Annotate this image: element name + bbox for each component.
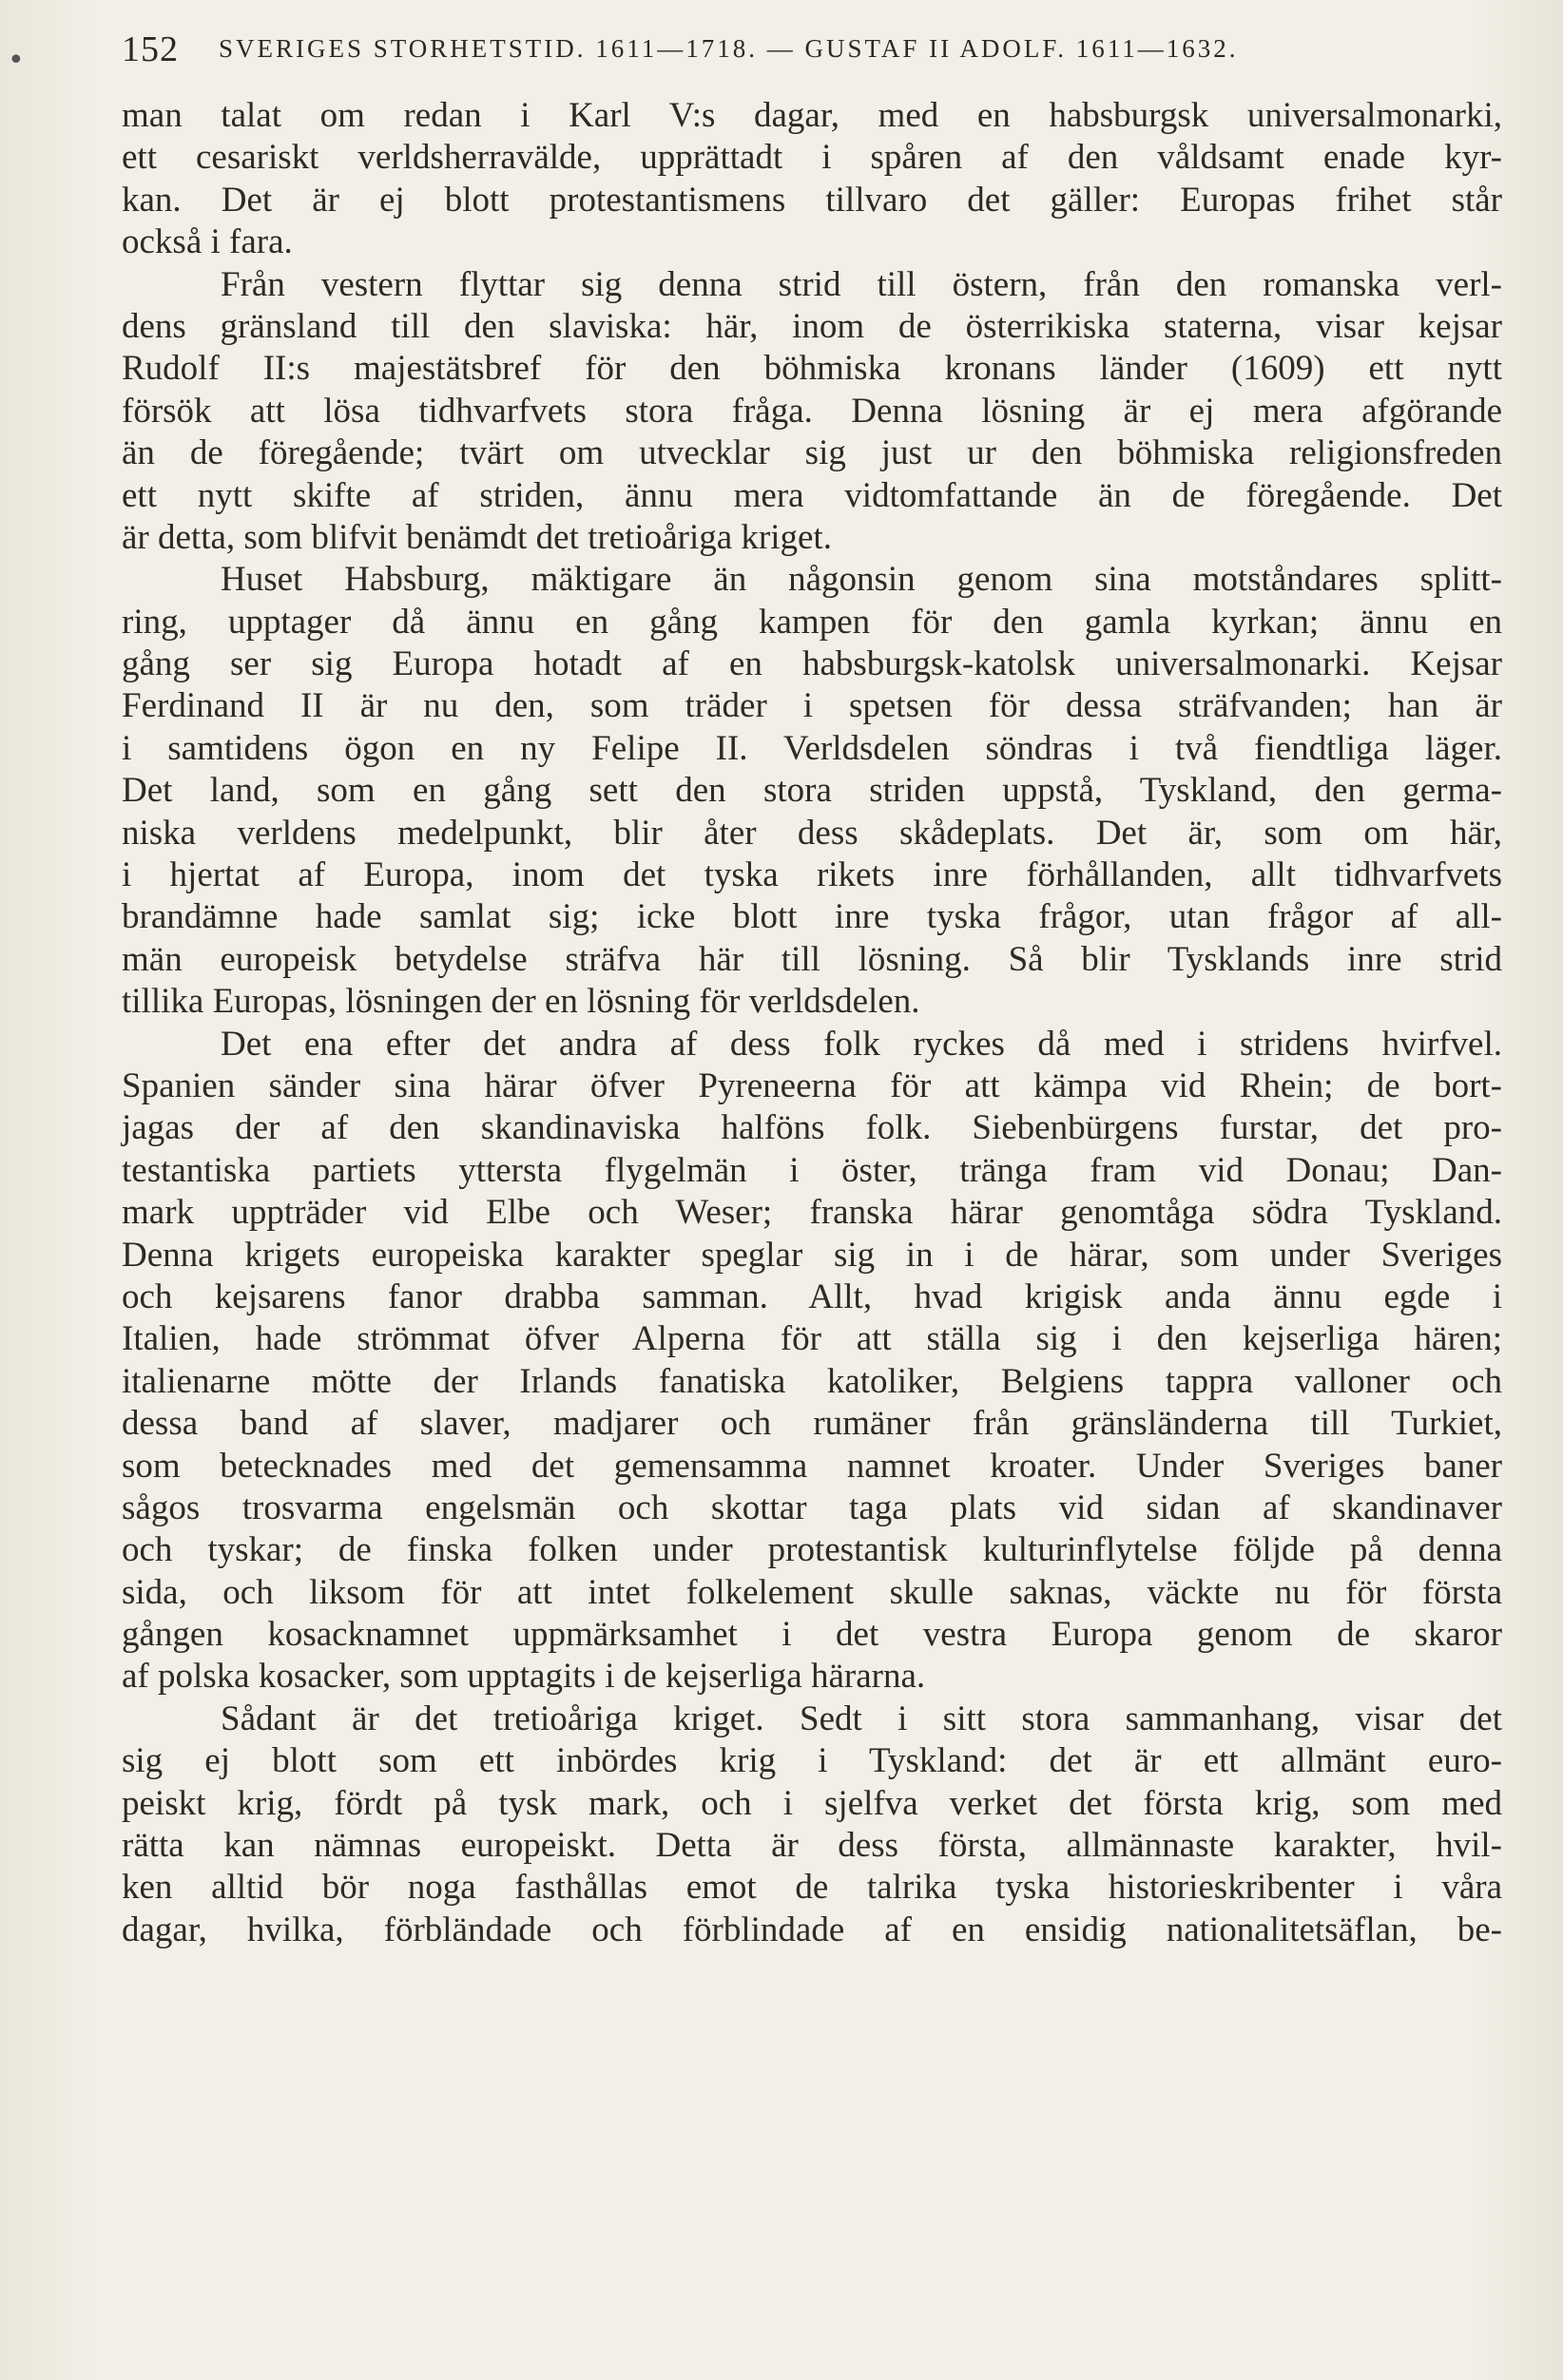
text-line: ett cesariskt verldsherravälde, upprättadt i spåren af den våldsamt enade kyr- — [122, 138, 1502, 178]
text-line: Spanien sänder sina härar öfver Pyreneerna för att kämpa vid Rhein; de bort- — [122, 1065, 1502, 1105]
text-line: testantiska partiets yttersta flygelmän i öster, tränga fram vid Donau; Dan- — [122, 1150, 1502, 1190]
text-line: Det ena efter det andra af dess folk ryckes då med i stridens hvirfvel. — [221, 1024, 1502, 1064]
text-line: peiskt krig, fördt på tysk mark, och i sjelfva verket det första krig, som med — [122, 1783, 1502, 1823]
text-line: niska verldens medelpunkt, blir åter dess skådeplats. Det är, som om här, — [122, 813, 1502, 853]
text-line: sida, och liksom för att intet folkelement skulle saknas, väckte nu för första — [122, 1572, 1502, 1612]
text-line: och tyskar; de finska folken under protestantisk kulturinflytelse följde på denna — [122, 1530, 1502, 1570]
text-line: som betecknades med det gemensamma namnet kroater. Under Sveriges baner — [122, 1446, 1502, 1486]
text-line: ken alltid bör noga fasthållas emot de talrika tyska historieskribenter i våra — [122, 1868, 1502, 1908]
text-line: Ferdinand II är nu den, som träder i spetsen för dessa sträfvanden; han är — [122, 686, 1502, 726]
text-line: dagar, hvilka, förbländade och förblindade af en ensidig nationalitetsäflan, be- — [122, 1910, 1502, 1949]
text-line: mark uppträder vid Elbe och Weser; franska härar genomtåga södra Tyskland. — [122, 1193, 1502, 1233]
page-header — [122, 29, 1491, 76]
text-line: Huset Habsburg, mäktigare än någonsin genom sina motståndares splitt- — [221, 560, 1502, 600]
text-line: är detta, som blifvit benämdt det tretioåriga kriget. — [122, 517, 832, 557]
text-line: gång ser sig Europa hotadt af en habsburgsk-katolsk universalmonarki. Kejsar — [122, 644, 1502, 684]
text-line: och kejsarens fanor drabba samman. Allt, hvad krigisk anda ännu egde i — [122, 1276, 1502, 1316]
text-line: tillika Europas, lösningen der en lösning för verldsdelen. — [122, 982, 920, 1022]
text-line: italienarne mötte der Irlands fanatiska katoliker, Belgiens tappra valloner och — [122, 1361, 1502, 1401]
text-line: gången kosacknamnet uppmärksamhet i det vestra Europa genom de skaror — [122, 1615, 1502, 1655]
text-line: sig ej blott som ett inbördes krig i Tyskland: det är ett allmänt euro- — [122, 1741, 1502, 1781]
text-line: man talat om redan i Karl V:s dagar, med en habsburgsk universalmonarki, — [122, 96, 1502, 135]
text-line: Det land, som en gång sett den stora striden uppstå, Tyskland, den germa- — [122, 771, 1502, 811]
margin-mark: • — [8, 44, 25, 77]
text-line: ring, upptager då ännu en gång kampen för den gamla kyrkan; ännu en — [122, 602, 1502, 642]
text-line: jagas der af den skandinaviska halföns folk. Siebenbürgens furstar, det pro- — [122, 1108, 1502, 1148]
text-line: dens gränsland till den slaviska: här, inom de österrikiska staterna, visar kejsar — [122, 306, 1502, 346]
page-number: 152 — [122, 29, 179, 69]
text-line: Denna krigets europeiska karakter speglar sig in i de härar, som under Sveriges — [122, 1235, 1502, 1275]
text-line: Från vestern flyttar sig denna strid till östern, från den romanska verl- — [221, 264, 1502, 304]
text-line: försök att lösa tidhvarfvets stora fråga. Denna lösning är ej mera afgörande — [122, 391, 1502, 431]
text-line: ett nytt skifte af striden, ännu mera vidtomfattande än de föregående. Det — [122, 475, 1502, 515]
text-line: Sådant är det tretioåriga kriget. Sedt i sitt stora sammanhang, visar det — [221, 1699, 1502, 1738]
text-line: män europeisk betydelse sträfva här till lösning. Så blir Tysklands inre strid — [122, 939, 1502, 979]
body-text — [122, 95, 1502, 1951]
text-line: Italien, hade strömmat öfver Alperna för att ställa sig i den kejserliga hären; — [122, 1319, 1502, 1359]
text-line: också i fara. — [122, 222, 293, 262]
text-line: Rudolf II:s majestätsbref för den böhmiska kronans länder (1609) ett nytt — [122, 349, 1502, 389]
text-line: rätta kan nämnas europeiskt. Detta är dess första, allmännaste karakter, hvil- — [122, 1826, 1502, 1866]
text-line: af polska kosacker, som upptagits i de kejserliga härarna. — [122, 1657, 926, 1697]
running-head: SVERIGES STORHETSTID. 1611—1718. — GUSTAF II ADOLF. 1611—1632. — [219, 34, 1239, 63]
text-line: brandämne hade samlat sig; icke blott inre tyska frågor, utan frågor af all- — [122, 897, 1502, 937]
text-line: i hjertat af Europa, inom det tyska rikets inre förhållanden, allt tidhvarfvets — [122, 855, 1502, 895]
text-line: i samtidens ögon en ny Felipe II. Verldsdelen söndras i två fiendtliga läger. — [122, 728, 1502, 768]
text-line: sågos trosvarma engelsmän och skottar taga plats vid sidan af skandinaver — [122, 1488, 1502, 1527]
text-line: dessa band af slaver, madjarer och rumäner från gränsländerna till Turkiet, — [122, 1404, 1502, 1444]
text-line: än de föregående; tvärt om utvecklar sig just ur den böhmiska religionsfreden — [122, 433, 1502, 473]
text-line: kan. Det är ej blott protestantismens tillvaro det gäller: Europas frihet står — [122, 180, 1502, 220]
